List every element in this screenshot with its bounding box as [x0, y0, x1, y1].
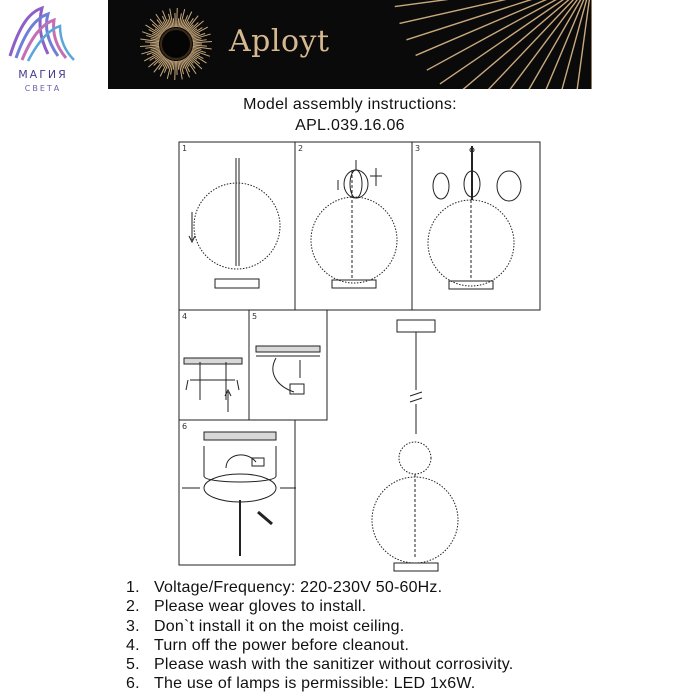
list-item: 3. Don`t install it on the moist ceiling.	[126, 617, 405, 635]
step-number: 1	[182, 144, 188, 153]
logo-brand-sub: СВЕТА	[24, 84, 62, 93]
assembled-lamp-drawing	[372, 320, 458, 571]
list-item: 1. Voltage/Frequency: 220-230V 50-60Hz.	[126, 579, 443, 596]
step-1-panel	[179, 142, 295, 310]
step-number: 4	[182, 312, 188, 321]
list-item: 2. Please wear gloves to install.	[126, 598, 367, 616]
instruction-list	[126, 578, 513, 694]
document-title: Model assembly instructions:	[243, 96, 457, 113]
model-number: APL.039.16.06	[295, 117, 405, 134]
step-5-panel	[249, 310, 327, 420]
step-2-panel	[295, 142, 412, 310]
step-number: 2	[298, 144, 304, 153]
step-4-panel	[179, 310, 249, 420]
step-6-panel	[179, 420, 296, 565]
logo-brand-name: МАГИЯ	[18, 68, 68, 81]
step-number: 6	[182, 422, 188, 431]
step-number: 3	[415, 144, 421, 153]
step-number: 5	[252, 312, 258, 321]
list-item: 5. Please wash with the sanitizer without corrosivity.	[126, 656, 514, 674]
list-item: 4. Turn off the power before cleanout.	[126, 636, 410, 654]
banner-brand-title: Aployt	[229, 24, 330, 59]
step-3-panel	[412, 142, 540, 310]
list-item: 6. The use of lamps is permissible: LED 1x6W.	[126, 675, 476, 693]
